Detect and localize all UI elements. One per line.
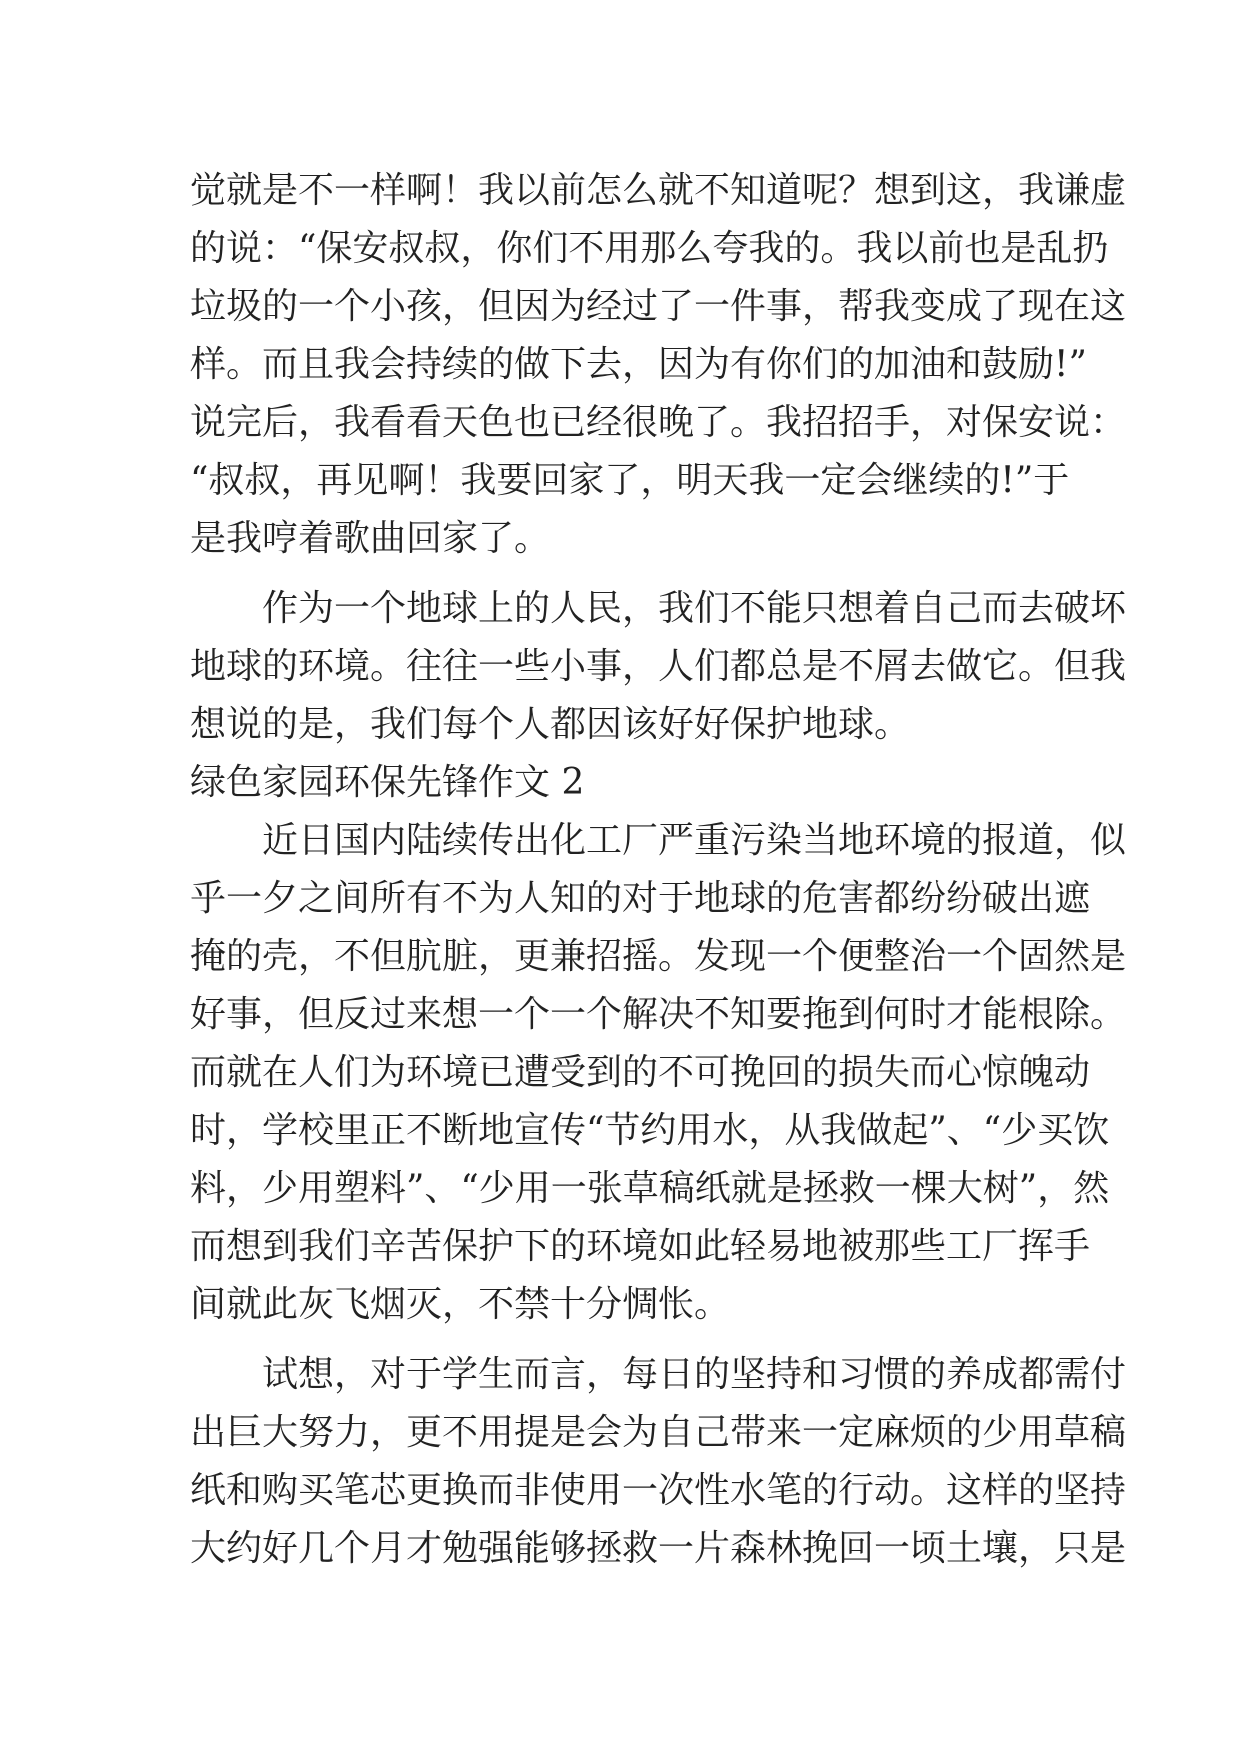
text-line: 近日国内陆续传出化工厂严重污染当地环境的报道，似 — [262, 820, 1127, 861]
text-line: 好事，但反过来想一个一个解决不知要拖到何时才能根除。 — [190, 994, 1127, 1035]
text-line: 时，学校里正不断地宣传“节约用水，从我做起”、“少买饮 — [190, 1110, 1110, 1151]
paragraph — [190, 580, 1127, 754]
document-body — [190, 162, 1127, 1578]
paragraph — [190, 162, 1127, 568]
text-line: 而就在人们为环境已遭受到的不可挽回的损失而心惊魄动 — [190, 1052, 1091, 1093]
section-heading — [190, 754, 1060, 812]
text-line: 出巨大努力，更不用提是会为自己带来一定麻烦的少用草稿 — [190, 1412, 1127, 1453]
text-line: 乎一夕之间所有不为人知的对于地球的危害都纷纷破出遮 — [190, 878, 1091, 919]
text-line: 而想到我们辛苦保护下的环境如此轻易地被那些工厂挥手 — [190, 1226, 1091, 1267]
text-line: 纸和购买笔芯更换而非使用一次性水笔的行动。这样的坚持 — [190, 1470, 1127, 1511]
text-line: 垃圾的一个小孩，但因为经过了一件事，帮我变成了现在这 — [190, 286, 1127, 327]
text-line: 试想，对于学生而言，每日的坚持和习惯的养成都需付 — [262, 1354, 1127, 1395]
text-line: 料，少用塑料”、“少用一张草稿纸就是拯救一棵大树”，然 — [190, 1168, 1110, 1209]
text-line: 地球的环境。往往一些小事，人们都总是不屑去做它。但我 — [190, 646, 1127, 687]
paragraph — [190, 812, 1127, 1334]
text-line: 作为一个地球上的人民，我们不能只想着自己而去破坏 — [262, 588, 1127, 629]
text-line: 间就此灰飞烟灭，不禁十分惆怅。 — [190, 1284, 731, 1325]
text-line: 样。而且我会持续的做下去，因为有你们的加油和鼓励!” — [190, 344, 1087, 385]
text-line: 大约好几个月才勉强能够拯救一片森林挽回一顷土壤，只是 — [190, 1528, 1127, 1569]
heading-text: 绿色家园环保先锋作文 2 — [190, 762, 585, 803]
text-line: 觉就是不一样啊！我以前怎么就不知道呢？想到这，我谦虚 — [190, 170, 1127, 211]
text-line: 掩的壳，不但肮脏，更兼招摇。发现一个便整治一个固然是 — [190, 936, 1127, 977]
text-line: 说完后，我看看天色也已经很晚了。我招招手，对保安说： — [190, 402, 1127, 443]
text-line: “叔叔，再见啊！我要回家了，明天我一定会继续的!”于 — [190, 460, 1070, 501]
paragraph — [190, 1346, 1127, 1578]
text-line: 是我哼着歌曲回家了。 — [190, 518, 551, 559]
text-line: 想说的是，我们每个人都因该好好保护地球。 — [190, 704, 911, 745]
text-line: 的说：“保安叔叔，你们不用那么夸我的。我以前也是乱扔 — [190, 228, 1109, 269]
